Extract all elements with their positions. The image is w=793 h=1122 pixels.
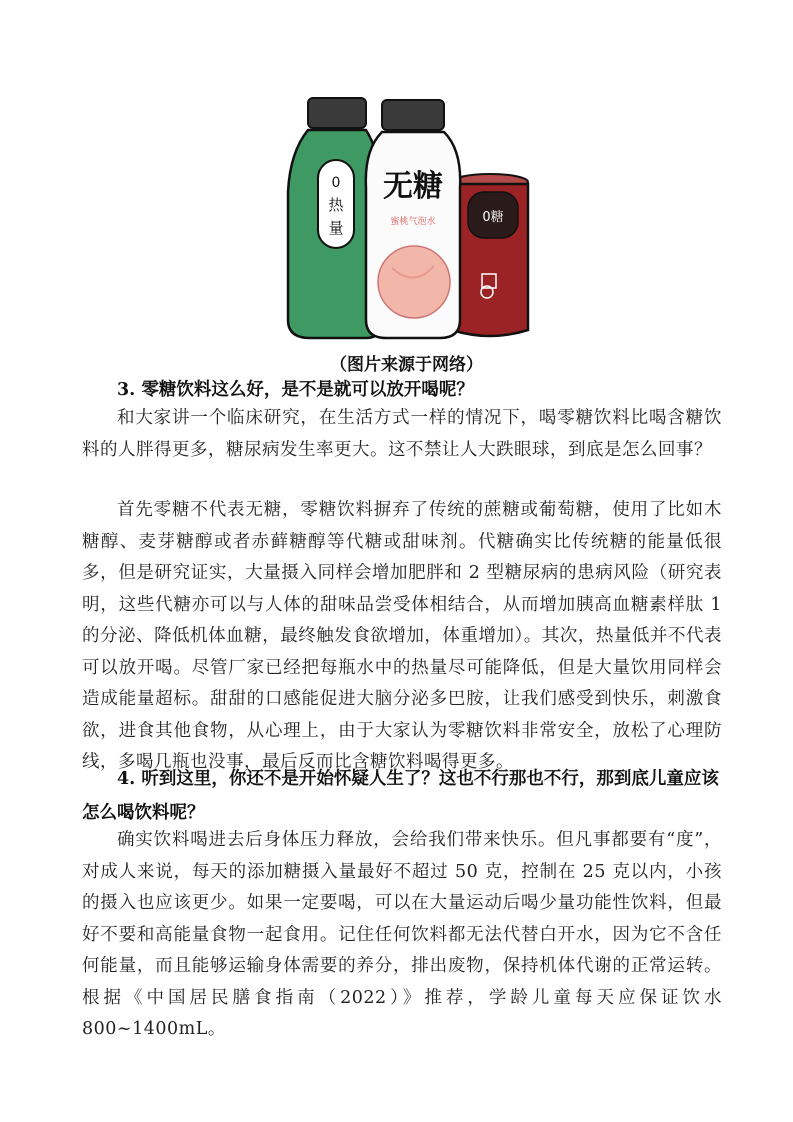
white-bottle-icon [366, 100, 460, 338]
svg-text:0: 0 [331, 175, 341, 191]
svg-text:无糖: 无糖 [383, 169, 443, 204]
svg-text:热: 热 [328, 196, 344, 214]
svg-text:0糖: 0糖 [482, 210, 504, 225]
section-3-paragraph-1: 和大家讲一个临床研究，在生活方式一样的情况下，喝零糖饮料比喝含糖饮料的人胖得更多，糖尿病发生率更大。这不禁让人大跌眼球，到底是怎么回事？ [82, 408, 722, 460]
image-caption: （图片来源于网络） [330, 355, 483, 375]
section-heading-4: 4. 听到这里，你还不是开始怀疑人生了？这也不行那也不行，那到底儿童应该怎么喝饮料呢？ [82, 769, 719, 823]
red-can-icon [452, 174, 528, 336]
section-3-paragraph-2: 首先零糖不代表无糖，零糖饮料摒弃了传统的蔗糖或葡萄糖，使用了比如木糖醇、麦芽糖醇或者赤藓糖醇等代糖或甜味剂。代糖确实比传统糖的能量低很多，但是研究证实，大量摄入同样会增加肥胖和 2 型糖尿病的患病风险（研究表明，这些代糖亦可以与人体的甜味品尝受体相结合，从而增加胰高血糖素样肽 1 的分泌、降低机体血糖，最终触发食欲增加，体重增加）。其次，热量低并不代表可以放开喝。尽管厂家已经把每瓶水中的热量尽可能降低，但是大量饮用同样会造成能量超标。甜甜的口感能促进大脑分泌多巴胺，让我们感受到快乐，刺激食欲，进食其他食物，从心理上，由于大家认为零糖饮料非常安全，放松了心理防线，多喝几瓶也没事，最后反而比含糖饮料喝得更多。 [82, 500, 722, 772]
section-heading-3: 3. 零糖饮料这么好，是不是就可以放开喝呢？ [117, 380, 474, 400]
section-4-paragraph-1: 确实饮料喝进去后身体压力释放，会给我们带来快乐。但凡事都要有“度”，对成人来说，每天的添加糖摄入量最好不超过 50 克，控制在 25 克以内，小孩的摄入也应该更少。如果一定要喝，可以在大量运动后喝少量功能性饮料，但最好不要和高能量食物一起食用。记住任何饮料都无法代替白开水，因为它不含任何能量，而且能够运输身体需要的养分，排出废物，保持机体代谢的正常运转。根据《中国居民膳食指南（2022）》推荐，学龄儿童每天应保证饮水 800~1400mL。 [82, 830, 722, 1039]
drinks-illustration [282, 92, 534, 344]
svg-text:量: 量 [328, 219, 344, 237]
svg-text:蜜桃气泡水: 蜜桃气泡水 [390, 217, 436, 227]
